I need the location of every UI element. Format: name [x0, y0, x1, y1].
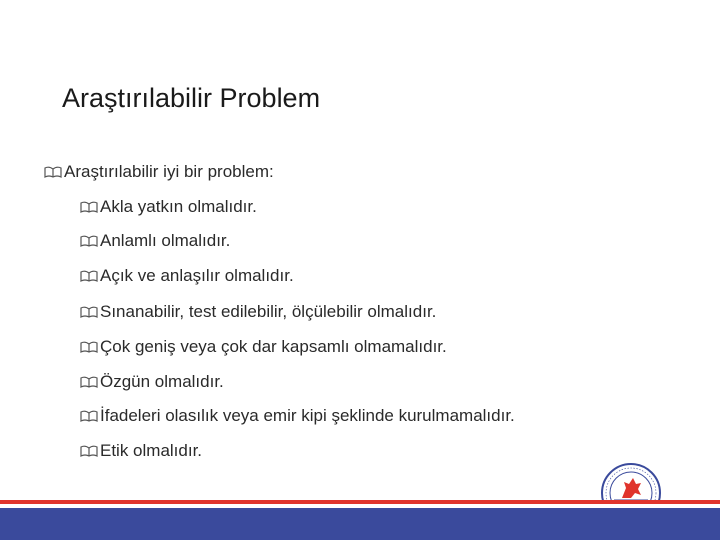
sub-bullet-text: Anlamlı olmalıdır. — [100, 231, 231, 250]
sub-bullet — [80, 406, 515, 426]
sub-bullet-text: Sınanabilir, test edilebilir, ölçülebilir olmalıdır. — [100, 302, 437, 321]
book-icon — [44, 166, 62, 178]
sub-bullet — [80, 372, 224, 392]
footer-blue-band — [0, 508, 720, 540]
slide-title: Araştırılabilir Problem — [62, 83, 321, 113]
book-icon — [80, 235, 98, 247]
main-bullet — [44, 162, 274, 182]
sub-bullet — [80, 231, 230, 251]
book-icon — [80, 270, 98, 282]
main-bullet-text: Araştırılabilir iyi bir problem: — [64, 162, 274, 181]
book-icon — [80, 341, 98, 353]
sub-bullet — [80, 441, 202, 461]
book-icon — [80, 445, 98, 457]
sub-bullet — [80, 197, 257, 217]
book-icon — [80, 410, 98, 422]
sub-bullet — [80, 302, 436, 322]
sub-bullet-text: Akla yatkın olmalıdır. — [100, 197, 257, 216]
sub-bullet-text: Özgün olmalıdır. — [100, 372, 224, 391]
book-icon — [80, 306, 98, 318]
sub-bullet-text: İfadeleri olasılık veya emir kipi şeklinde kurulmamalıdır. — [100, 406, 515, 425]
sub-bullet-text: Etik olmalıdır. — [100, 441, 203, 460]
sub-bullet-text: Açık ve anlaşılır olmalıdır. — [100, 266, 294, 285]
book-icon — [80, 201, 98, 213]
sub-bullet — [80, 266, 294, 286]
sub-bullet — [80, 337, 447, 357]
book-icon — [80, 376, 98, 388]
sub-bullet-text: Çok geniş veya çok dar kapsamlı olmamalıdır. — [100, 337, 447, 356]
